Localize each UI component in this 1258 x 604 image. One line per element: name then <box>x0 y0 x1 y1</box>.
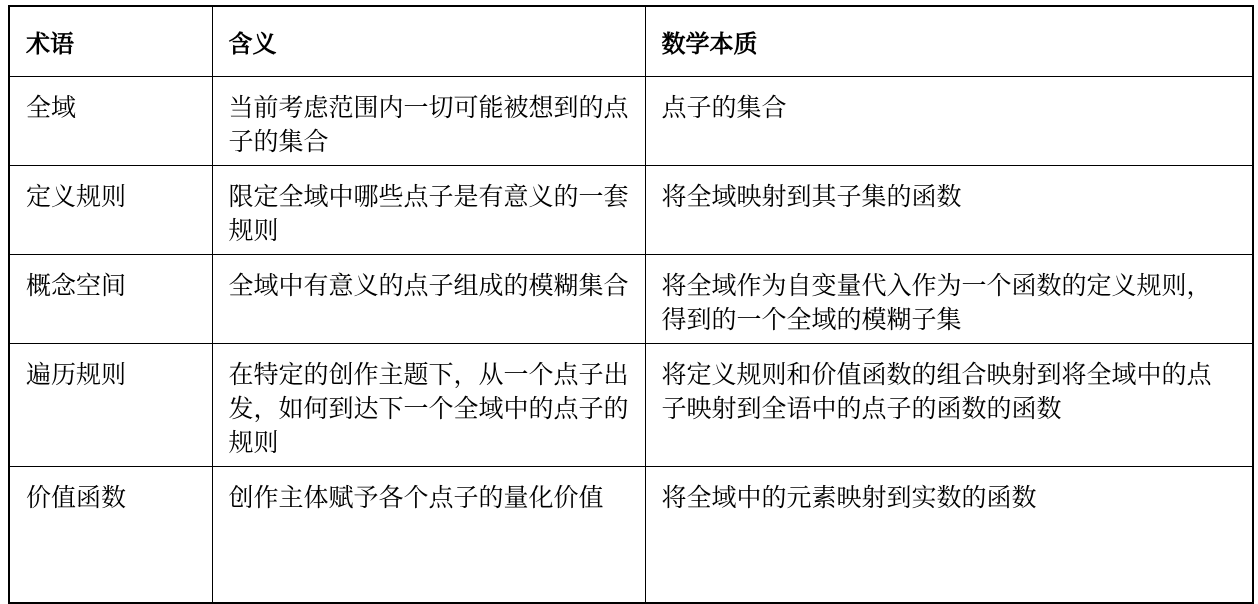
meaning-cell: 在特定的创作主题下，从一个点子出发，如何到达下一个全域中的点子的规则 <box>212 343 645 466</box>
table-row <box>9 343 1253 466</box>
math-essence-cell: 将全域映射到其子集的函数 <box>645 165 1253 254</box>
table-row <box>9 76 1253 165</box>
table-row <box>9 254 1253 343</box>
meaning-cell: 全域中有意义的点子组成的模糊集合 <box>212 254 645 343</box>
meaning-cell: 限定全域中哪些点子是有意义的一套规则 <box>212 165 645 254</box>
term-cell: 定义规则 <box>9 165 212 254</box>
header-term: 术语 <box>9 6 212 76</box>
math-essence-cell: 将定义规则和价值函数的组合映射到将全域中的点子映射到全语中的点子的函数的函数 <box>645 343 1253 466</box>
term-cell: 概念空间 <box>9 254 212 343</box>
terms-table <box>8 5 1254 604</box>
table-header-row <box>9 6 1253 76</box>
header-meaning: 含义 <box>212 6 645 76</box>
term-cell: 遍历规则 <box>9 343 212 466</box>
table-row <box>9 466 1253 603</box>
table-row <box>9 165 1253 254</box>
term-cell: 价值函数 <box>9 466 212 603</box>
term-cell: 全域 <box>9 76 212 165</box>
header-math-essence: 数学本质 <box>645 6 1253 76</box>
meaning-cell: 创作主体赋予各个点子的量化价值 <box>212 466 645 603</box>
math-essence-cell: 将全域作为自变量代入作为一个函数的定义规则，得到的一个全域的模糊子集 <box>645 254 1253 343</box>
meaning-cell: 当前考虑范围内一切可能被想到的点子的集合 <box>212 76 645 165</box>
math-essence-cell: 将全域中的元素映射到实数的函数 <box>645 466 1253 603</box>
math-essence-cell: 点子的集合 <box>645 76 1253 165</box>
